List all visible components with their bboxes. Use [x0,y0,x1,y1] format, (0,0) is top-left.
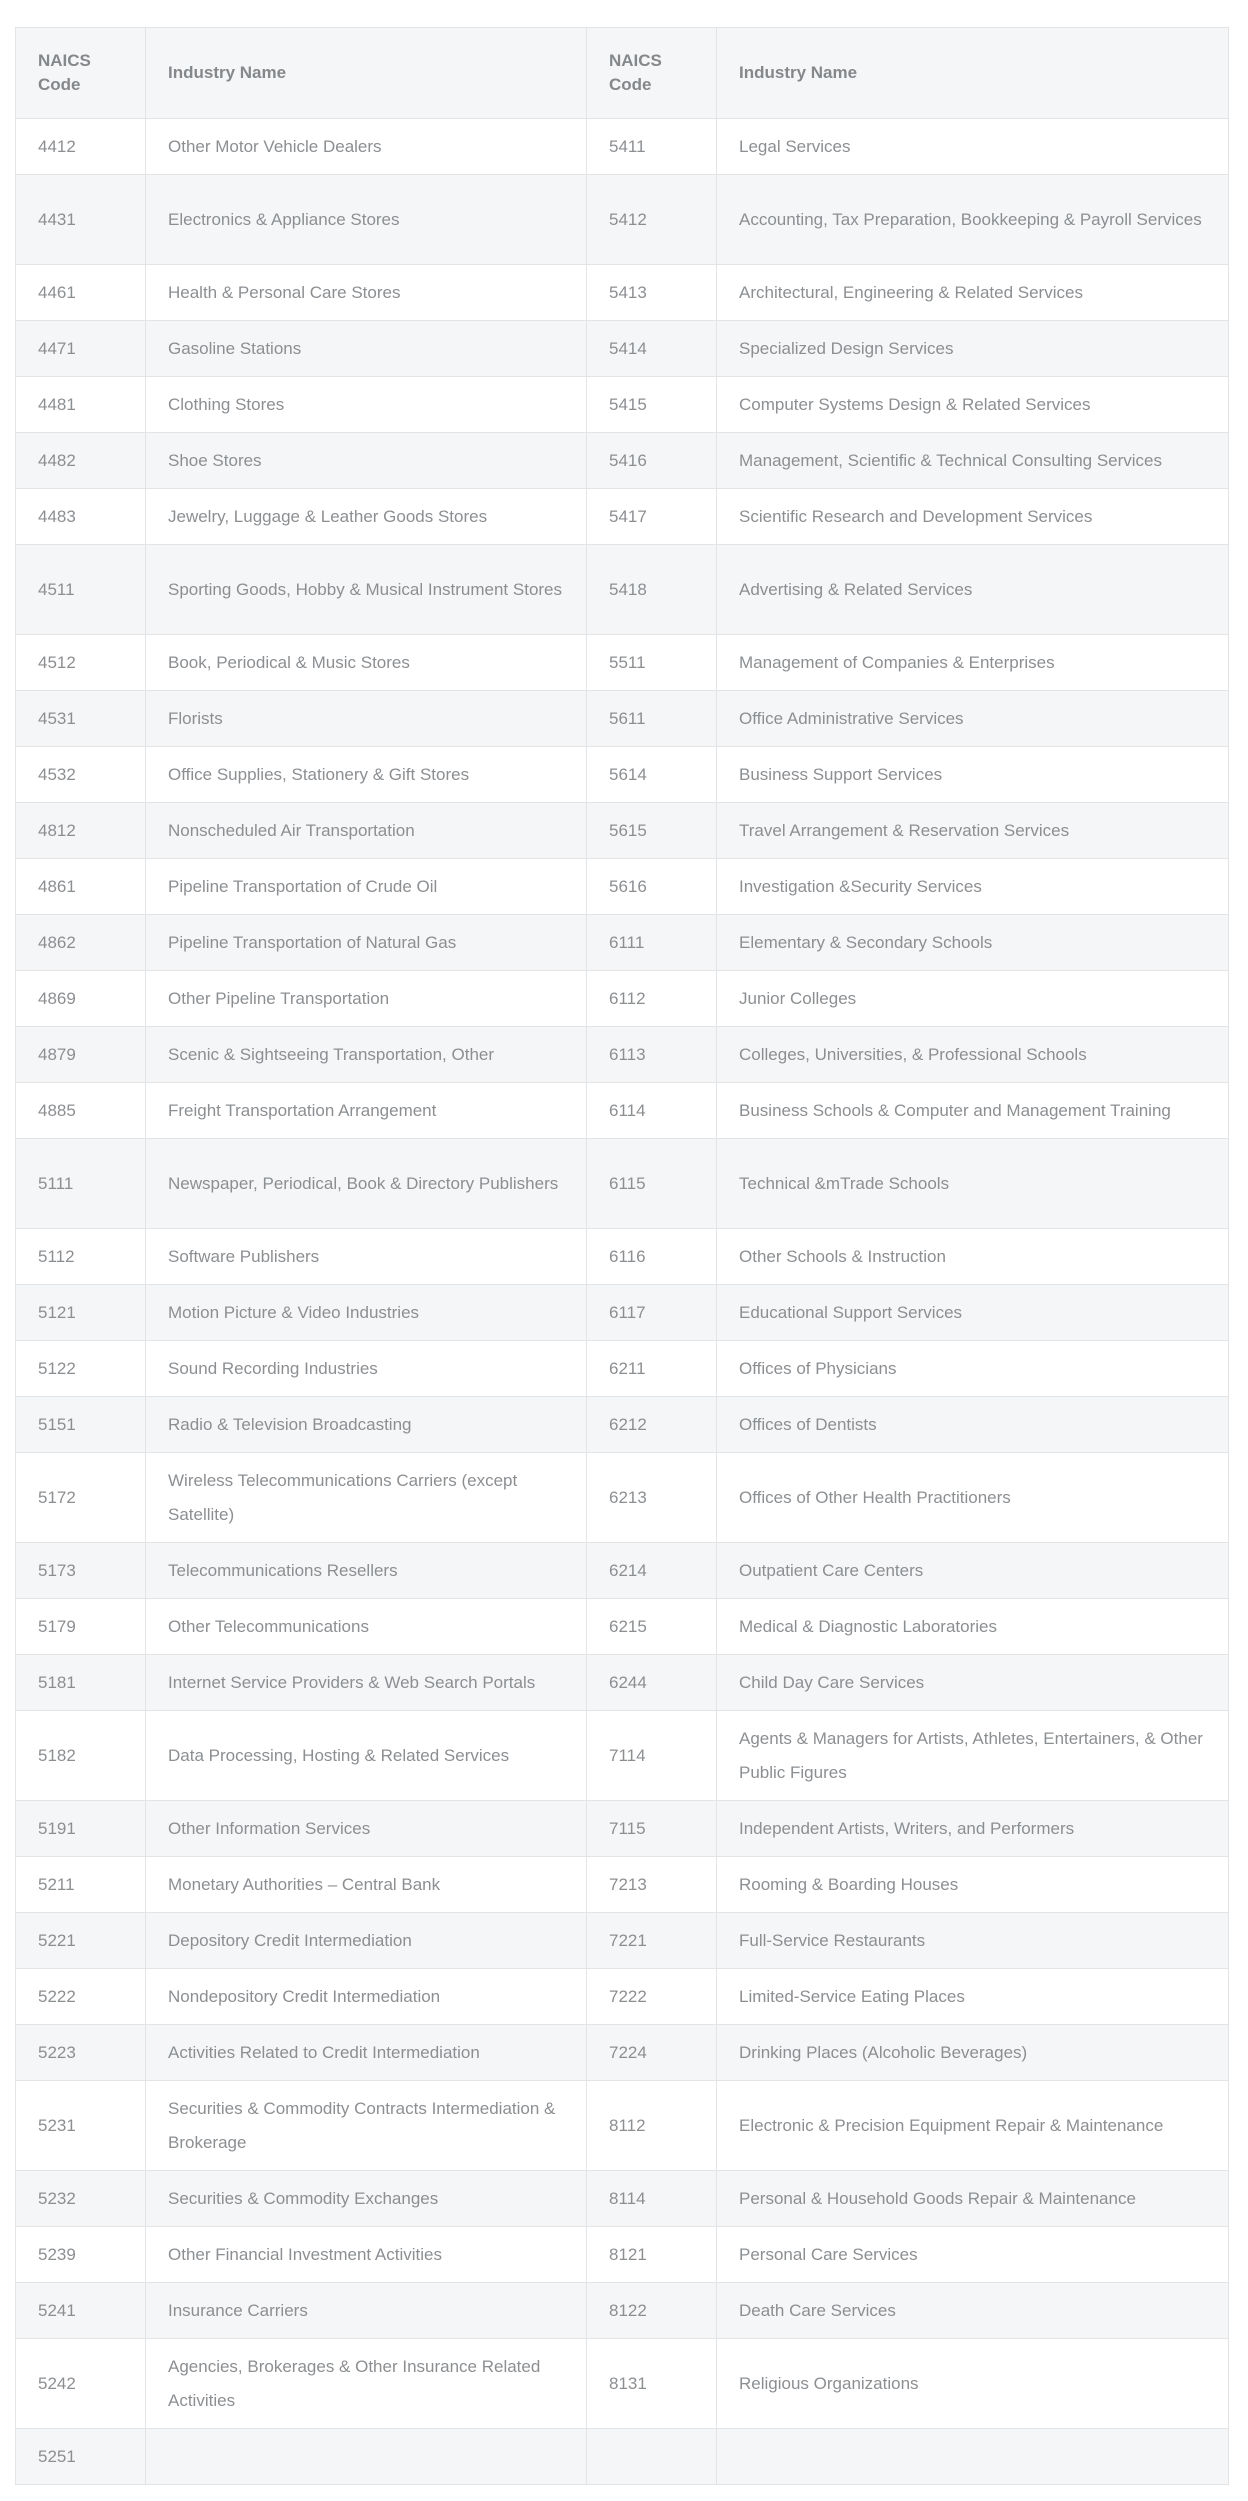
naics-code-cell-right: 5415 [587,377,717,433]
industry-name-cell-right: Specialized Design Services [717,321,1229,377]
table-row [16,2283,1229,2339]
industry-name-cell-left: Wireless Telecommunications Carriers (except Satellite) [146,1453,587,1543]
industry-name-cell-left: Other Motor Vehicle Dealers [146,119,587,175]
header-code-left-label: NAICS Code [38,51,91,94]
naics-code-cell-right: 5611 [587,691,717,747]
industry-name-cell-right: Elementary & Secondary Schools [717,915,1229,971]
table-row [16,489,1229,545]
industry-name-cell-right: Travel Arrangement & Reservation Services [717,803,1229,859]
table-row [16,1341,1229,1397]
naics-code-cell-left: 4483 [16,489,146,545]
industry-name-cell-left: Florists [146,691,587,747]
naics-code-cell-left: 4532 [16,747,146,803]
naics-code-cell-right: 8131 [587,2339,717,2429]
naics-code-cell-right: 6213 [587,1453,717,1543]
industry-name-cell-right: Agents & Managers for Artists, Athletes, Entertainers, & Other Public Figures [717,1711,1229,1801]
industry-name-cell-left: Software Publishers [146,1229,587,1285]
naics-code-cell-left: 5241 [16,2283,146,2339]
naics-code-cell-left: 4511 [16,545,146,635]
naics-code-cell-left: 4412 [16,119,146,175]
naics-code-cell-right: 7213 [587,1857,717,1913]
table-row [16,691,1229,747]
industry-name-cell-right: Accounting, Tax Preparation, Bookkeeping & Payroll Services [717,175,1229,265]
industry-name-cell-right: Architectural, Engineering & Related Services [717,265,1229,321]
naics-code-cell-left: 5223 [16,2025,146,2081]
industry-name-cell-left: Insurance Carriers [146,2283,587,2339]
industry-name-cell-left: Scenic & Sightseeing Transportation, Other [146,1027,587,1083]
naics-code-cell-left: 5251 [16,2429,146,2485]
naics-code-cell-left: 5232 [16,2171,146,2227]
naics-code-cell-left: 4482 [16,433,146,489]
table-row [16,175,1229,265]
naics-code-cell-left: 5122 [16,1341,146,1397]
header-naics-code-left [16,28,146,119]
industry-name-cell-right: Personal & Household Goods Repair & Maintenance [717,2171,1229,2227]
naics-code-cell-right: 5616 [587,859,717,915]
naics-code-cell-right: 5416 [587,433,717,489]
table-row [16,1139,1229,1229]
industry-name-cell-left: Pipeline Transportation of Natural Gas [146,915,587,971]
industry-name-cell-left: Securities & Commodity Contracts Intermediation & Brokerage [146,2081,587,2171]
industry-name-cell-right: Child Day Care Services [717,1655,1229,1711]
naics-code-cell-left: 4461 [16,265,146,321]
naics-code-cell-left: 4879 [16,1027,146,1083]
table-row [16,1453,1229,1543]
industry-name-cell-left: Shoe Stores [146,433,587,489]
naics-code-cell-right: 7114 [587,1711,717,1801]
table-row [16,2339,1229,2429]
naics-code-cell-left: 5221 [16,1913,146,1969]
naics-code-cell-right: 7222 [587,1969,717,2025]
naics-code-cell-left: 5172 [16,1453,146,1543]
naics-table-container [15,27,1228,2485]
table-row [16,747,1229,803]
naics-code-cell-right: 6115 [587,1139,717,1229]
naics-code-cell-left: 5151 [16,1397,146,1453]
industry-name-cell-left: Sporting Goods, Hobby & Musical Instrument Stores [146,545,587,635]
industry-name-cell-right: Full-Service Restaurants [717,1913,1229,1969]
naics-code-cell-right: 7115 [587,1801,717,1857]
table-row [16,803,1229,859]
naics-code-cell-right: 5411 [587,119,717,175]
naics-code-cell-right: 6244 [587,1655,717,1711]
table-row [16,1397,1229,1453]
naics-code-cell-left: 4862 [16,915,146,971]
naics-code-cell-left: 5182 [16,1711,146,1801]
industry-name-cell-right: Religious Organizations [717,2339,1229,2429]
industry-name-cell-left: Nonscheduled Air Transportation [146,803,587,859]
industry-name-cell-left: Newspaper, Periodical, Book & Directory Publishers [146,1139,587,1229]
industry-name-cell-left: Health & Personal Care Stores [146,265,587,321]
table-row [16,1655,1229,1711]
naics-code-cell-left: 4869 [16,971,146,1027]
industry-name-cell-right [717,2429,1229,2485]
industry-name-cell-right: Computer Systems Design & Related Services [717,377,1229,433]
table-row [16,377,1229,433]
naics-code-cell-left: 5179 [16,1599,146,1655]
industry-name-cell-right: Legal Services [717,119,1229,175]
naics-code-cell-right: 5511 [587,635,717,691]
naics-code-cell-left: 4481 [16,377,146,433]
naics-code-cell-right: 5418 [587,545,717,635]
naics-code-cell-left: 5242 [16,2339,146,2429]
industry-name-cell-left: Gasoline Stations [146,321,587,377]
industry-name-cell-right: Independent Artists, Writers, and Performers [717,1801,1229,1857]
industry-name-cell-right: Colleges, Universities, & Professional Schools [717,1027,1229,1083]
industry-name-cell-left: Depository Credit Intermediation [146,1913,587,1969]
table-row [16,1229,1229,1285]
naics-code-cell-left: 5222 [16,1969,146,2025]
industry-name-cell-right: Offices of Dentists [717,1397,1229,1453]
naics-code-cell-right: 8114 [587,2171,717,2227]
industry-name-cell-right: Personal Care Services [717,2227,1229,2283]
table-body [16,119,1229,2485]
table-row [16,2227,1229,2283]
industry-name-cell-right: Drinking Places (Alcoholic Beverages) [717,2025,1229,2081]
industry-name-cell-left: Radio & Television Broadcasting [146,1397,587,1453]
industry-name-cell-right: Advertising & Related Services [717,545,1229,635]
table-row [16,2025,1229,2081]
naics-code-cell-left: 4512 [16,635,146,691]
naics-code-cell-right: 6111 [587,915,717,971]
naics-code-cell-right: 7221 [587,1913,717,1969]
industry-name-cell-right: Junior Colleges [717,971,1229,1027]
industry-name-cell-left: Freight Transportation Arrangement [146,1083,587,1139]
industry-name-cell-right: Scientific Research and Development Services [717,489,1229,545]
naics-code-cell-left: 4885 [16,1083,146,1139]
industry-name-cell-left: Book, Periodical & Music Stores [146,635,587,691]
naics-code-cell-left: 5121 [16,1285,146,1341]
industry-name-cell-right: Other Schools & Instruction [717,1229,1229,1285]
table-row [16,1857,1229,1913]
naics-code-cell-right: 6117 [587,1285,717,1341]
industry-name-cell-right: Office Administrative Services [717,691,1229,747]
industry-name-cell-right: Business Support Services [717,747,1229,803]
naics-code-cell-left: 4812 [16,803,146,859]
industry-name-cell-left: Clothing Stores [146,377,587,433]
table-row [16,971,1229,1027]
naics-code-cell-right: 6116 [587,1229,717,1285]
table-row [16,265,1229,321]
industry-name-cell-left: Telecommunications Resellers [146,1543,587,1599]
table-row [16,1083,1229,1139]
industry-name-cell-left: Other Pipeline Transportation [146,971,587,1027]
industry-name-cell-right: Limited-Service Eating Places [717,1969,1229,2025]
header-row [16,28,1229,119]
naics-code-cell-right: 6212 [587,1397,717,1453]
naics-code-cell-right: 7224 [587,2025,717,2081]
naics-code-cell-left: 4861 [16,859,146,915]
naics-code-cell-right: 5413 [587,265,717,321]
naics-code-cell-left: 5111 [16,1139,146,1229]
table-row [16,321,1229,377]
naics-code-cell-right: 6113 [587,1027,717,1083]
naics-code-cell-left: 4471 [16,321,146,377]
industry-name-cell-left: Sound Recording Industries [146,1341,587,1397]
naics-code-cell-right: 8112 [587,2081,717,2171]
industry-name-cell-right: Management of Companies & Enterprises [717,635,1229,691]
table-row [16,859,1229,915]
table-row [16,1969,1229,2025]
industry-name-cell-right: Offices of Other Health Practitioners [717,1453,1229,1543]
industry-name-cell-right: Offices of Physicians [717,1341,1229,1397]
table-row [16,635,1229,691]
naics-code-cell-left: 5112 [16,1229,146,1285]
table-row [16,1543,1229,1599]
table-row [16,1285,1229,1341]
header-naics-code-right [587,28,717,119]
naics-code-cell-right: 8121 [587,2227,717,2283]
industry-name-cell-right: Electronic & Precision Equipment Repair & Maintenance [717,2081,1229,2171]
industry-name-cell-left: Nondepository Credit Intermediation [146,1969,587,2025]
naics-code-cell-right: 6112 [587,971,717,1027]
industry-name-cell-left: Data Processing, Hosting & Related Services [146,1711,587,1801]
industry-name-cell-right: Management, Scientific & Technical Consulting Services [717,433,1229,489]
industry-name-cell-right: Rooming & Boarding Houses [717,1857,1229,1913]
naics-code-cell-right: 5417 [587,489,717,545]
industry-name-cell-left: Electronics & Appliance Stores [146,175,587,265]
table-row [16,1913,1229,1969]
industry-name-cell-right: Business Schools & Computer and Management Training [717,1083,1229,1139]
table-row [16,545,1229,635]
industry-name-cell-left: Other Financial Investment Activities [146,2227,587,2283]
industry-name-cell-left: Motion Picture & Video Industries [146,1285,587,1341]
naics-code-cell-right: 5615 [587,803,717,859]
naics-code-cell-right: 5414 [587,321,717,377]
industry-name-cell-left: Office Supplies, Stationery & Gift Stores [146,747,587,803]
naics-code-cell-left: 4531 [16,691,146,747]
naics-code-cell-right: 6114 [587,1083,717,1139]
table-row [16,2429,1229,2485]
naics-code-cell-left: 5181 [16,1655,146,1711]
naics-code-cell-right: 6211 [587,1341,717,1397]
industry-name-cell-right: Investigation &Security Services [717,859,1229,915]
industry-name-cell-right: Medical & Diagnostic Laboratories [717,1599,1229,1655]
industry-name-cell-left: Other Telecommunications [146,1599,587,1655]
header-industry-name-right: Industry Name [717,28,1229,119]
industry-name-cell-left: Internet Service Providers & Web Search Portals [146,1655,587,1711]
naics-code-cell-right: 5614 [587,747,717,803]
naics-code-cell-right: 5412 [587,175,717,265]
industry-name-cell-left: Agencies, Brokerages & Other Insurance Related Activities [146,2339,587,2429]
naics-code-cell-left: 4431 [16,175,146,265]
table-row [16,915,1229,971]
table-row [16,1801,1229,1857]
table-row [16,2081,1229,2171]
naics-code-cell-left: 5173 [16,1543,146,1599]
table-row [16,433,1229,489]
naics-code-cell-right [587,2429,717,2485]
industry-name-cell-right: Outpatient Care Centers [717,1543,1229,1599]
header-code-right-label: NAICS Code [609,51,662,94]
industry-name-cell-left: Activities Related to Credit Intermediation [146,2025,587,2081]
naics-code-cell-right: 6214 [587,1543,717,1599]
table-row [16,1711,1229,1801]
industry-name-cell-left: Jewelry, Luggage & Leather Goods Stores [146,489,587,545]
industry-name-cell-left: Securities & Commodity Exchanges [146,2171,587,2227]
industry-name-cell-right: Death Care Services [717,2283,1229,2339]
industry-name-cell-right: Technical &mTrade Schools [717,1139,1229,1229]
naics-code-cell-left: 5191 [16,1801,146,1857]
table-row [16,119,1229,175]
industry-name-cell-left: Monetary Authorities – Central Bank [146,1857,587,1913]
industry-name-cell-left: Other Information Services [146,1801,587,1857]
industry-name-cell-left [146,2429,587,2485]
naics-table [15,27,1229,2485]
header-industry-name-left: Industry Name [146,28,587,119]
industry-name-cell-right: Educational Support Services [717,1285,1229,1341]
naics-code-cell-left: 5239 [16,2227,146,2283]
table-row [16,1027,1229,1083]
naics-code-cell-left: 5211 [16,1857,146,1913]
industry-name-cell-left: Pipeline Transportation of Crude Oil [146,859,587,915]
naics-code-cell-right: 8122 [587,2283,717,2339]
table-row [16,2171,1229,2227]
naics-code-cell-right: 6215 [587,1599,717,1655]
naics-code-cell-left: 5231 [16,2081,146,2171]
table-row [16,1599,1229,1655]
table-header [16,28,1229,119]
